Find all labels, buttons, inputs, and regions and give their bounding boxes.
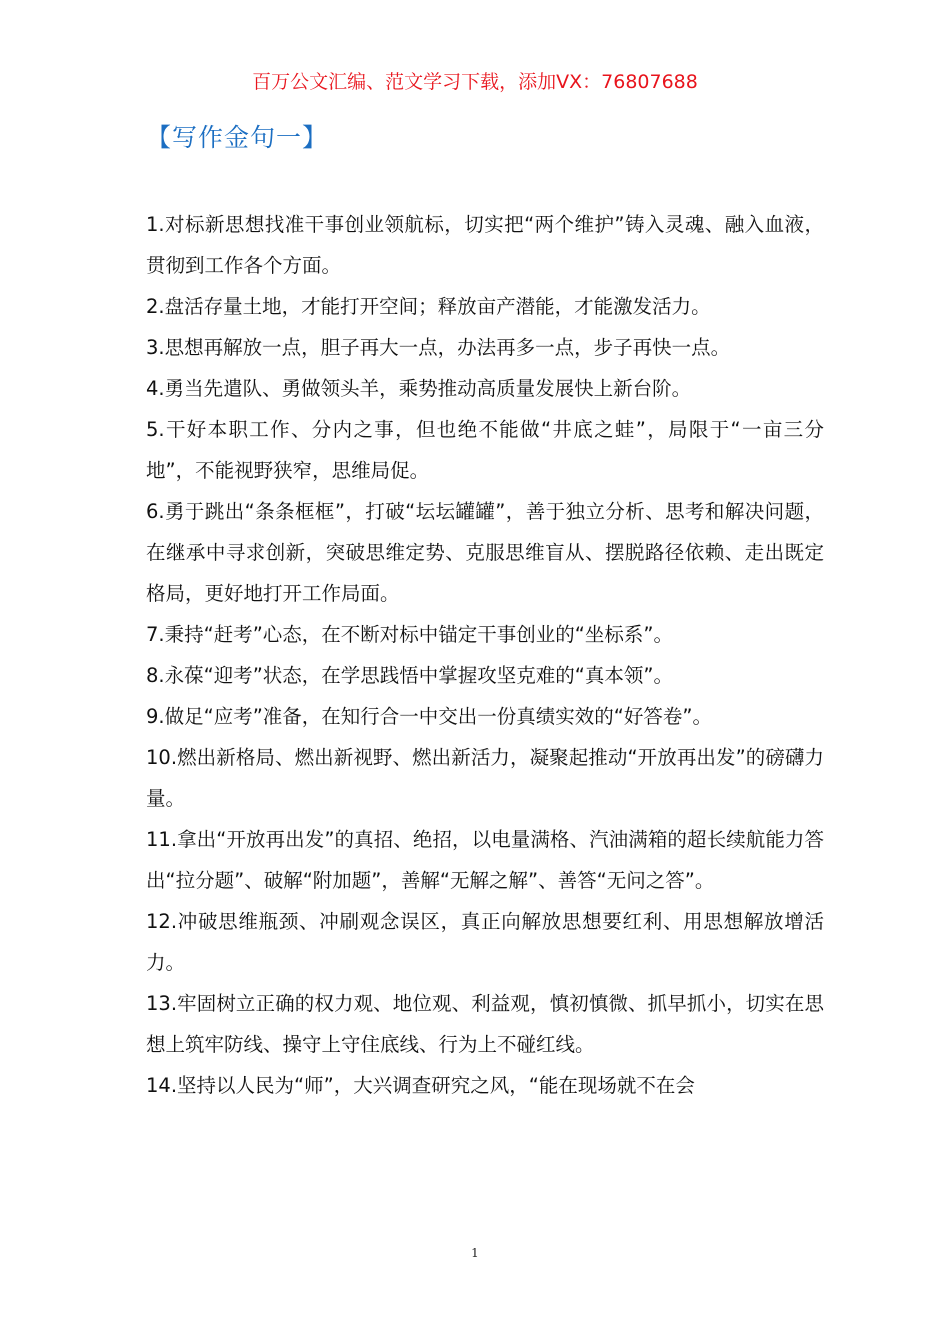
promo-banner: 百万公文汇编、范文学习下载，添加VX：76807688: [252, 71, 698, 93]
quote-item-14: 14.坚持以人民为“师”，大兴调查研究之风，“能在现场就不在会: [146, 1074, 695, 1097]
quote-item-4: 4.勇当先遣队、勇做领头羊，乘势推动高质量发展快上新台阶。: [146, 377, 692, 400]
quote-list: [146, 204, 824, 1106]
quote-item-1: 1.对标新思想找准干事创业领航标，切实把“两个维护”铸入灵魂、融入血液，贯彻到工作各个方面。: [146, 213, 824, 277]
quote-item-13: 13.牢固树立正确的权力观、地位观、利益观，慎初慎微、抓早抓小，切实在思想上筑牢防线、操守上守住底线、行为上不碰红线。: [146, 992, 824, 1056]
quote-item-7: 7.秉持“赶考”心态，在不断对标中锚定干事创业的“坐标系”。: [146, 623, 674, 646]
section-title: 【写作金句一】: [146, 123, 329, 152]
quote-item-5: 5.干好本职工作、分内之事，但也绝不能做“井底之蛙”，局限于“一亩三分地”，不能视野狭窄，思维局促。: [146, 418, 824, 482]
quote-item-10: 10.燃出新格局、燃出新视野、燃出新活力，凝聚起推动“开放再出发”的磅礴力量。: [146, 746, 824, 810]
page-number: 1: [471, 1246, 479, 1260]
quote-item-2: 2.盘活存量土地，才能打开空间；释放亩产潜能，才能激发活力。: [146, 295, 711, 318]
quote-item-8: 8.永葆“迎考”状态，在学思践悟中掌握攻坚克难的“真本领”。: [146, 664, 674, 687]
quote-item-6: 6.勇于跳出“条条框框”，打破“坛坛罐罐”，善于独立分析、思考和解决问题，在继承中寻求创新，突破思维定势、克服思维盲从、摆脱路径依赖、走出既定格局，更好地打开工作局面。: [146, 500, 824, 605]
quote-item-9: 9.做足“应考”准备，在知行合一中交出一份真绩实效的“好答卷”。: [146, 705, 713, 728]
quote-item-12: 12.冲破思维瓶颈、冲刷观念误区，真正向解放思想要红利、用思想解放增活力。: [146, 910, 824, 974]
quote-item-3: 3.思想再解放一点，胆子再大一点，办法再多一点，步子再快一点。: [146, 336, 731, 359]
quote-item-11: 11.拿出“开放再出发”的真招、绝招，以电量满格、汽油满箱的超长续航能力答出“拉分题”、破解“附加题”，善解“无解之解”、善答“无问之答”。: [146, 828, 824, 892]
